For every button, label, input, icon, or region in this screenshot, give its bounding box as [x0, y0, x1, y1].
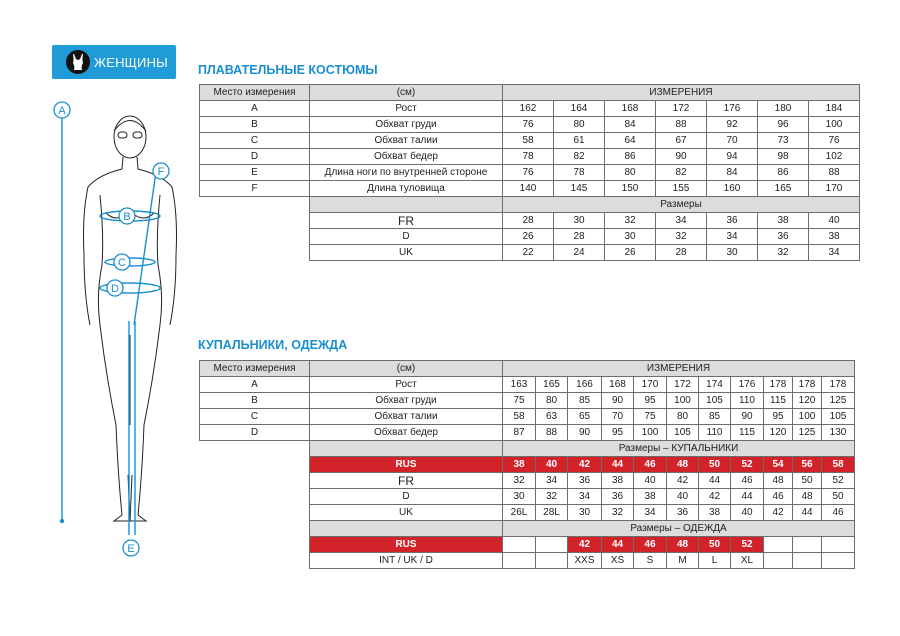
size-value: 30 — [605, 229, 656, 245]
size-value: 42 — [568, 457, 602, 473]
measure-value: 58 — [503, 409, 536, 425]
measure-point: B — [200, 393, 310, 409]
size-value: M — [667, 553, 699, 569]
size-value — [793, 537, 822, 553]
measure-value: 174 — [699, 377, 731, 393]
size-value: 44 — [602, 457, 634, 473]
measure-value: 63 — [536, 409, 568, 425]
label-e: E — [127, 543, 135, 555]
measure-point: B — [200, 117, 310, 133]
measure-value: 170 — [809, 181, 860, 197]
size-value: 38 — [503, 457, 536, 473]
measure-value: 168 — [602, 377, 634, 393]
size-value: 48 — [793, 489, 822, 505]
size-value — [793, 553, 822, 569]
measure-value: 80 — [605, 165, 656, 181]
measure-value: 87 — [503, 425, 536, 441]
measure-point: D — [200, 149, 310, 165]
measure-value: 178 — [793, 377, 822, 393]
measurement-row — [200, 149, 860, 165]
size-value: 50 — [793, 473, 822, 489]
size-value: 42 — [568, 537, 602, 553]
body-measurement-figure — [38, 95, 188, 565]
header-unit: (см) — [310, 85, 503, 101]
measurement-row — [200, 409, 855, 425]
measure-name: Длина ноги по внутренней стороне — [310, 165, 503, 181]
measure-value: 105 — [822, 409, 855, 425]
measure-value: 84 — [707, 165, 758, 181]
size-system: D — [310, 489, 503, 505]
measure-value: 76 — [503, 165, 554, 181]
size-value: 28 — [503, 213, 554, 229]
size-value: 42 — [699, 489, 731, 505]
label-b: B — [123, 211, 131, 223]
size-value: 48 — [764, 473, 793, 489]
measure-value: 100 — [809, 117, 860, 133]
blank-cell — [200, 213, 310, 229]
size-value: 34 — [707, 229, 758, 245]
size-value: 28 — [656, 245, 707, 261]
size-value — [764, 537, 793, 553]
measure-value: 160 — [707, 181, 758, 197]
measure-value: 172 — [656, 101, 707, 117]
size-value: 40 — [536, 457, 568, 473]
measure-value: 76 — [503, 117, 554, 133]
blank-cell — [310, 441, 503, 457]
measurement-row — [200, 133, 860, 149]
size-value: 32 — [503, 473, 536, 489]
measure-value: 115 — [764, 393, 793, 409]
measure-value: 178 — [822, 377, 855, 393]
size-row — [200, 489, 855, 505]
size-value — [822, 553, 855, 569]
size-value: 22 — [503, 245, 554, 261]
measure-value: 120 — [793, 393, 822, 409]
size-value: 34 — [634, 505, 667, 521]
measure-value: 58 — [503, 133, 554, 149]
header-row — [200, 361, 855, 377]
measurement-row — [200, 165, 860, 181]
measure-value: 86 — [758, 165, 809, 181]
measure-value: 92 — [707, 117, 758, 133]
blank-cell — [310, 197, 503, 213]
measure-value: 95 — [602, 425, 634, 441]
size-value: 38 — [699, 505, 731, 521]
measure-value: 110 — [731, 393, 764, 409]
clothing-title: КУПАЛЬНИКИ, ОДЕЖДА — [198, 338, 348, 352]
size-system-label: FR — [384, 474, 428, 488]
size-value: 44 — [699, 473, 731, 489]
measure-name: Обхват груди — [310, 393, 503, 409]
measure-value: 84 — [605, 117, 656, 133]
size-value: 30 — [554, 213, 605, 229]
size-value — [503, 553, 536, 569]
size-value: 44 — [731, 489, 764, 505]
measure-name: Обхват талии — [310, 133, 503, 149]
measure-value: 80 — [554, 117, 605, 133]
size-row — [200, 245, 860, 261]
measure-value: 90 — [568, 425, 602, 441]
header-measure-point: Место измерения — [200, 85, 310, 101]
size-value: XS — [602, 553, 634, 569]
measure-point: F — [200, 181, 310, 197]
blank-cell — [200, 197, 310, 213]
measurement-row — [200, 425, 855, 441]
sizes-header-row — [200, 197, 860, 213]
size-value: 36 — [667, 505, 699, 521]
size-system — [310, 473, 503, 489]
header-measure-point: Место измерения — [200, 361, 310, 377]
measure-name: Обхват талии — [310, 409, 503, 425]
swimsuits-table — [199, 84, 860, 261]
size-value: 30 — [707, 245, 758, 261]
size-value: 38 — [602, 473, 634, 489]
measure-value: 78 — [503, 149, 554, 165]
blank-cell — [200, 457, 310, 473]
measure-point: C — [200, 133, 310, 149]
size-value — [536, 553, 568, 569]
measure-value: 88 — [536, 425, 568, 441]
measure-value: 100 — [634, 425, 667, 441]
measure-value: 184 — [809, 101, 860, 117]
label-a: A — [58, 105, 66, 117]
size-value: 50 — [822, 489, 855, 505]
measure-value: 65 — [568, 409, 602, 425]
size-value: 30 — [568, 505, 602, 521]
size-value: 46 — [822, 505, 855, 521]
blank-cell — [200, 473, 310, 489]
measure-value: 164 — [554, 101, 605, 117]
measure-value: 140 — [503, 181, 554, 197]
size-value: XXS — [568, 553, 602, 569]
blank-cell — [200, 441, 310, 457]
swimsuit-icon — [66, 50, 90, 74]
measure-value: 73 — [758, 133, 809, 149]
measurement-row — [200, 117, 860, 133]
size-value — [822, 537, 855, 553]
blank-cell — [200, 553, 310, 569]
blank-cell — [200, 245, 310, 261]
size-value: 44 — [602, 537, 634, 553]
size-value — [764, 553, 793, 569]
size-value: 38 — [758, 213, 809, 229]
size-row — [200, 473, 855, 489]
measure-value: 85 — [699, 409, 731, 425]
header-measurements: ИЗМЕРЕНИЯ — [503, 361, 855, 377]
size-value: 36 — [602, 489, 634, 505]
size-value: 32 — [605, 213, 656, 229]
measure-value: 166 — [568, 377, 602, 393]
size-system: INT / UK / D — [310, 553, 503, 569]
measure-value: 95 — [634, 393, 667, 409]
size-value: 52 — [731, 537, 764, 553]
measure-value: 76 — [809, 133, 860, 149]
measure-value: 170 — [634, 377, 667, 393]
measurement-row — [200, 101, 860, 117]
measure-name: Обхват бедер — [310, 149, 503, 165]
size-value: 46 — [764, 489, 793, 505]
size-system: UK — [310, 505, 503, 521]
size-system-label: FR — [384, 214, 428, 228]
size-value: S — [634, 553, 667, 569]
blank-cell — [200, 521, 310, 537]
size-value: 46 — [731, 473, 764, 489]
measure-point: A — [200, 377, 310, 393]
women-badge — [52, 45, 176, 79]
sizes-header: Размеры – КУПАЛЬНИКИ — [503, 441, 855, 457]
size-value: 26 — [605, 245, 656, 261]
size-value: 46 — [634, 457, 667, 473]
size-value: 52 — [731, 457, 764, 473]
header-measurements: ИЗМЕРЕНИЯ — [503, 85, 860, 101]
measure-value: 85 — [568, 393, 602, 409]
measure-value: 172 — [667, 377, 699, 393]
measure-value: 61 — [554, 133, 605, 149]
measure-name: Обхват бедер — [310, 425, 503, 441]
measure-value: 95 — [764, 409, 793, 425]
size-value: 32 — [656, 229, 707, 245]
size-value: 54 — [764, 457, 793, 473]
size-system: D — [310, 229, 503, 245]
size-value: 38 — [809, 229, 860, 245]
measure-value: 94 — [707, 149, 758, 165]
size-value: 48 — [667, 457, 699, 473]
label-c: C — [118, 257, 126, 269]
size-value — [536, 537, 568, 553]
size-value: L — [699, 553, 731, 569]
women-label: ЖЕНЩИНЫ — [94, 54, 168, 70]
size-value: 24 — [554, 245, 605, 261]
measure-value: 105 — [667, 425, 699, 441]
size-value: 50 — [699, 537, 731, 553]
size-value: 46 — [634, 537, 667, 553]
size-value: 26L — [503, 505, 536, 521]
size-value: 42 — [667, 473, 699, 489]
measure-value: 100 — [667, 393, 699, 409]
size-value: 36 — [568, 473, 602, 489]
size-value: XL — [731, 553, 764, 569]
measurement-row — [200, 377, 855, 393]
size-system: RUS — [310, 537, 503, 553]
measure-point: E — [200, 165, 310, 181]
measure-value: 80 — [536, 393, 568, 409]
size-value: 40 — [809, 213, 860, 229]
blank-cell — [200, 537, 310, 553]
measure-value: 150 — [605, 181, 656, 197]
measure-value: 67 — [656, 133, 707, 149]
size-value: 40 — [731, 505, 764, 521]
measure-value: 82 — [554, 149, 605, 165]
measure-value: 75 — [634, 409, 667, 425]
measure-name: Рост — [310, 101, 503, 117]
measure-value: 90 — [602, 393, 634, 409]
measure-value: 98 — [758, 149, 809, 165]
measure-value: 100 — [793, 409, 822, 425]
size-row — [200, 213, 860, 229]
measure-value: 110 — [699, 425, 731, 441]
measure-value: 105 — [699, 393, 731, 409]
measure-value: 102 — [809, 149, 860, 165]
size-value: 36 — [758, 229, 809, 245]
size-value: 52 — [822, 473, 855, 489]
sizes-header-row — [200, 441, 855, 457]
size-value: 58 — [822, 457, 855, 473]
measure-value: 130 — [822, 425, 855, 441]
measure-value: 176 — [731, 377, 764, 393]
measure-name: Обхват груди — [310, 117, 503, 133]
blank-cell — [310, 521, 503, 537]
measure-value: 168 — [605, 101, 656, 117]
measure-point: A — [200, 101, 310, 117]
measure-value: 70 — [602, 409, 634, 425]
measure-value: 162 — [503, 101, 554, 117]
size-value: 40 — [634, 473, 667, 489]
swimsuits-title: ПЛАВАТЕЛЬНЫЕ КОСТЮМЫ — [198, 63, 378, 77]
measurement-row — [200, 393, 855, 409]
measure-value: 120 — [764, 425, 793, 441]
measure-point: D — [200, 425, 310, 441]
measure-value: 180 — [758, 101, 809, 117]
label-f: F — [157, 166, 165, 178]
measure-value: 145 — [554, 181, 605, 197]
header-unit: (см) — [310, 361, 503, 377]
sizes-header: Размеры – ОДЕЖДА — [503, 521, 855, 537]
measure-value: 178 — [764, 377, 793, 393]
measure-name: Длина туловища — [310, 181, 503, 197]
size-value: 34 — [656, 213, 707, 229]
sizes-header: Размеры — [503, 197, 860, 213]
measure-value: 96 — [758, 117, 809, 133]
size-row — [200, 537, 855, 553]
sizes-header-row — [200, 521, 855, 537]
measure-value: 90 — [731, 409, 764, 425]
size-value: 48 — [667, 537, 699, 553]
measure-value: 64 — [605, 133, 656, 149]
size-value: 50 — [699, 457, 731, 473]
size-value: 26 — [503, 229, 554, 245]
measure-value: 125 — [793, 425, 822, 441]
size-system: UK — [310, 245, 503, 261]
size-value: 38 — [634, 489, 667, 505]
size-value: 28 — [554, 229, 605, 245]
size-value: 34 — [536, 473, 568, 489]
measure-point: C — [200, 409, 310, 425]
measure-value: 125 — [822, 393, 855, 409]
size-row — [200, 229, 860, 245]
size-value: 34 — [568, 489, 602, 505]
size-row — [200, 505, 855, 521]
measurement-row — [200, 181, 860, 197]
measure-name: Рост — [310, 377, 503, 393]
measure-value: 75 — [503, 393, 536, 409]
size-row — [200, 553, 855, 569]
size-value: 40 — [667, 489, 699, 505]
size-value — [503, 537, 536, 553]
measure-value: 70 — [707, 133, 758, 149]
clothing-table — [199, 360, 855, 569]
size-row — [200, 457, 855, 473]
measure-value: 165 — [536, 377, 568, 393]
measure-value: 165 — [758, 181, 809, 197]
measure-value: 155 — [656, 181, 707, 197]
blank-cell — [200, 489, 310, 505]
measure-value: 163 — [503, 377, 536, 393]
size-value: 28L — [536, 505, 568, 521]
size-value: 32 — [602, 505, 634, 521]
measure-value: 88 — [809, 165, 860, 181]
measure-value: 78 — [554, 165, 605, 181]
size-value: 36 — [707, 213, 758, 229]
size-value: 44 — [793, 505, 822, 521]
size-value: 56 — [793, 457, 822, 473]
header-row — [200, 85, 860, 101]
size-system: RUS — [310, 457, 503, 473]
size-value: 32 — [536, 489, 568, 505]
size-system — [310, 213, 503, 229]
measure-value: 176 — [707, 101, 758, 117]
measure-value: 82 — [656, 165, 707, 181]
label-d: D — [111, 283, 119, 295]
measure-value: 88 — [656, 117, 707, 133]
size-value: 30 — [503, 489, 536, 505]
measure-value: 80 — [667, 409, 699, 425]
measure-value: 115 — [731, 425, 764, 441]
blank-cell — [200, 229, 310, 245]
size-value: 32 — [758, 245, 809, 261]
size-value: 34 — [809, 245, 860, 261]
size-value: 42 — [764, 505, 793, 521]
measure-value: 86 — [605, 149, 656, 165]
blank-cell — [200, 505, 310, 521]
measure-value: 90 — [656, 149, 707, 165]
